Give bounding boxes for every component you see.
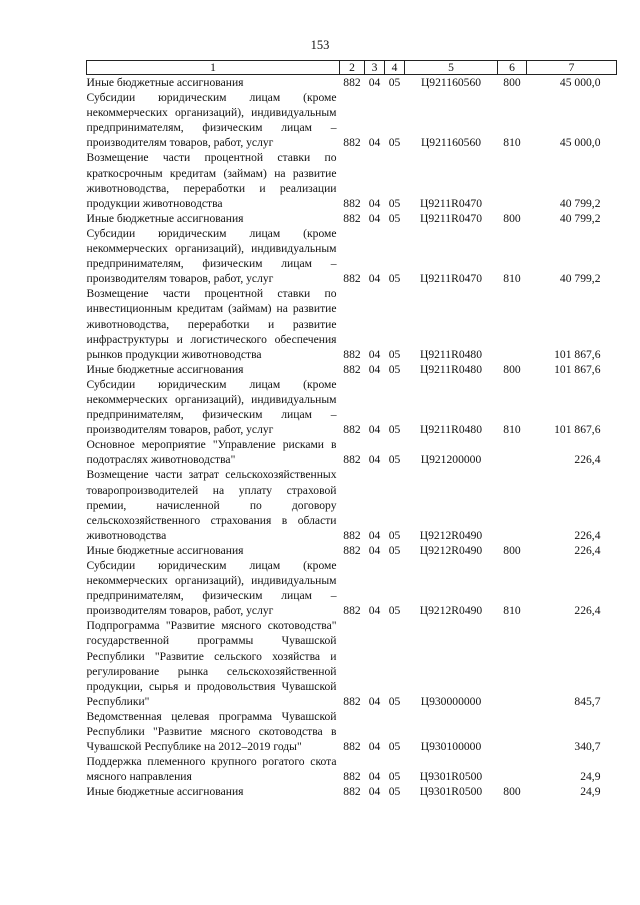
row-ministry-code: 882 bbox=[343, 740, 361, 754]
row-target-article: Ц9212R0490 bbox=[419, 604, 483, 618]
row-amount: 24,9 bbox=[580, 785, 601, 799]
table-row bbox=[87, 286, 617, 361]
row-name: Возмещение части процентной ставки по инвестиционным кредитам (займам) на развитие животноводства, переработки и развитие инфраструктуры и логистического обеспечения рынков продукции животноводства bbox=[86, 287, 337, 361]
row-target-article: Ц921160560 bbox=[420, 76, 482, 89]
row-amount: 24,9 bbox=[580, 770, 601, 784]
row-ministry-code: 882 bbox=[343, 770, 361, 784]
row-target-article: Ц930000000 bbox=[420, 694, 482, 708]
row-expense-type: 800 bbox=[503, 785, 521, 799]
row-expense-type bbox=[498, 467, 527, 542]
row-subsection-code: 05 bbox=[388, 423, 401, 437]
row-amount: 845,7 bbox=[574, 694, 601, 708]
row-amount: 101 867,6 bbox=[554, 423, 601, 437]
row-name: Субсидии юридическим лицам (кроме некоммерческих организаций), индивидуальным предпринимателям, физическим лицам – производителям товаров, работ, услуг bbox=[86, 559, 337, 618]
row-name: Субсидии юридическим лицам (кроме некоммерческих организаций), индивидуальным предпринимателям, физическим лицам – производителям товаров, работ, услуг bbox=[86, 91, 337, 150]
row-expense-type bbox=[498, 754, 527, 784]
row-amount: 40 799,2 bbox=[559, 211, 601, 225]
row-name: Иные бюджетные ассигнования bbox=[86, 76, 244, 89]
row-ministry-code: 882 bbox=[343, 76, 361, 89]
row-ministry-code: 882 bbox=[343, 272, 361, 286]
row-ministry-code: 882 bbox=[343, 785, 361, 799]
row-target-article: Ц9211R0470 bbox=[419, 196, 483, 210]
row-expense-type bbox=[498, 618, 527, 709]
row-ministry-code: 882 bbox=[343, 528, 361, 542]
table-row bbox=[87, 150, 617, 210]
row-subsection-code: 05 bbox=[388, 785, 401, 799]
header-col-6: 6 bbox=[498, 61, 527, 75]
row-subsection-code: 05 bbox=[388, 211, 401, 225]
row-section-code: 04 bbox=[368, 272, 381, 286]
row-ministry-code: 882 bbox=[343, 347, 361, 361]
row-name: Иные бюджетные ассигнования bbox=[86, 543, 244, 557]
row-section-code: 04 bbox=[368, 604, 381, 618]
row-section-code: 04 bbox=[368, 136, 381, 150]
row-expense-type bbox=[498, 150, 527, 210]
header-col-7: 7 bbox=[527, 61, 617, 75]
row-ministry-code: 882 bbox=[343, 543, 361, 557]
row-section-code: 04 bbox=[368, 694, 381, 708]
row-name: Основное мероприятие "Управление рисками в подотраслях животноводства" bbox=[86, 438, 337, 467]
row-ministry-code: 882 bbox=[343, 362, 361, 376]
row-section-code: 04 bbox=[368, 211, 381, 225]
row-target-article: Ц9211R0480 bbox=[419, 362, 483, 376]
table-row bbox=[87, 543, 617, 558]
table-row bbox=[87, 75, 617, 91]
row-subsection-code: 05 bbox=[388, 770, 401, 784]
row-name: Иные бюджетные ассигнования bbox=[86, 362, 244, 376]
row-ministry-code: 882 bbox=[343, 694, 361, 708]
row-section-code: 04 bbox=[368, 785, 381, 799]
row-expense-type bbox=[498, 286, 527, 361]
row-ministry-code: 882 bbox=[343, 423, 361, 437]
row-section-code: 04 bbox=[368, 453, 381, 467]
table-row bbox=[87, 362, 617, 377]
row-target-article: Ц9301R0500 bbox=[419, 785, 483, 799]
row-subsection-code: 05 bbox=[388, 604, 401, 618]
row-subsection-code: 05 bbox=[388, 740, 401, 754]
table-row bbox=[87, 437, 617, 467]
row-expense-type: 800 bbox=[503, 76, 521, 89]
row-amount: 45 000,0 bbox=[559, 136, 601, 150]
row-expense-type bbox=[498, 437, 527, 467]
row-expense-type bbox=[498, 709, 527, 754]
table-row bbox=[87, 709, 617, 754]
table-row bbox=[87, 754, 617, 784]
row-name: Возмещение части процентной ставки по краткосрочным кредитам (займам) на развитие животноводства, переработки и реализации продукции животноводства bbox=[86, 151, 337, 210]
row-subsection-code: 05 bbox=[388, 347, 401, 361]
row-ministry-code: 882 bbox=[343, 136, 361, 150]
row-ministry-code: 882 bbox=[343, 196, 361, 210]
table-row bbox=[87, 467, 617, 542]
header-col-2: 2 bbox=[340, 61, 365, 75]
table-body bbox=[87, 75, 617, 800]
row-name: Возмещение части затрат сельскохозяйственных товаропроизводителей на уплату страховой премии, начисленной по договору сельскохозяйственного страхования в области животноводства bbox=[86, 468, 337, 542]
page-number: 153 bbox=[310, 38, 330, 52]
row-subsection-code: 05 bbox=[388, 272, 401, 286]
row-amount: 101 867,6 bbox=[554, 362, 601, 376]
row-expense-type: 800 bbox=[503, 543, 521, 557]
row-amount: 226,4 bbox=[574, 453, 601, 467]
row-subsection-code: 05 bbox=[388, 76, 401, 89]
header-col-1: 1 bbox=[87, 61, 340, 75]
row-section-code: 04 bbox=[368, 423, 381, 437]
row-amount: 40 799,2 bbox=[559, 272, 601, 286]
row-expense-type: 800 bbox=[503, 362, 521, 376]
row-name: Субсидии юридическим лицам (кроме некоммерческих организаций), индивидуальным предпринимателям, физическим лицам – производителям товаров, работ, услуг bbox=[86, 226, 337, 286]
row-subsection-code: 05 bbox=[388, 528, 401, 542]
row-section-code: 04 bbox=[368, 528, 381, 542]
table-row bbox=[87, 211, 617, 226]
row-subsection-code: 05 bbox=[388, 543, 401, 557]
row-ministry-code: 882 bbox=[343, 604, 361, 618]
header-col-5: 5 bbox=[405, 61, 498, 75]
row-expense-type: 800 bbox=[503, 211, 521, 225]
row-expense-type: 810 bbox=[503, 423, 521, 437]
header-col-3: 3 bbox=[365, 61, 385, 75]
table-row bbox=[87, 226, 617, 286]
row-section-code: 04 bbox=[368, 362, 381, 376]
row-ministry-code: 882 bbox=[343, 453, 361, 467]
row-subsection-code: 05 bbox=[388, 362, 401, 376]
row-target-article: Ц930100000 bbox=[420, 740, 482, 754]
table-row bbox=[87, 618, 617, 709]
row-name: Ведомственная целевая программа Чувашской Республики "Развитие мясного скотоводства в Чувашской Республике на 2012–2019 годы" bbox=[86, 709, 337, 754]
row-section-code: 04 bbox=[368, 76, 381, 89]
row-subsection-code: 05 bbox=[388, 136, 401, 150]
row-amount: 226,4 bbox=[574, 543, 601, 557]
row-target-article: Ц9211R0480 bbox=[419, 347, 483, 361]
row-amount: 340,7 bbox=[574, 740, 601, 754]
row-target-article: Ц9211R0480 bbox=[419, 423, 483, 437]
row-name: Поддержка племенного крупного рогатого скота мясного направления bbox=[86, 755, 337, 784]
row-target-article: Ц9301R0500 bbox=[419, 770, 483, 784]
row-name: Подпрограмма "Развитие мясного скотоводства" государственной программы Чувашской Республики "Развитие сельского хозяйства и регулирование рынка сельскохозяйственной продукции, сырья и продовольствия Чувашской Республики" bbox=[86, 619, 337, 708]
row-expense-type: 810 bbox=[503, 136, 521, 150]
row-amount: 226,4 bbox=[574, 528, 601, 542]
row-expense-type: 810 bbox=[503, 604, 521, 618]
row-target-article: Ц9212R0490 bbox=[419, 543, 483, 557]
table-row bbox=[87, 784, 617, 799]
row-amount: 101 867,6 bbox=[554, 347, 601, 361]
table-row bbox=[87, 558, 617, 618]
row-name: Иные бюджетные ассигнования bbox=[86, 211, 244, 225]
row-target-article: Ц9212R0490 bbox=[419, 528, 483, 542]
row-target-article: Ц921160560 bbox=[420, 136, 482, 150]
row-subsection-code: 05 bbox=[388, 453, 401, 467]
row-target-article: Ц9211R0470 bbox=[419, 211, 483, 225]
row-amount: 45 000,0 bbox=[559, 76, 601, 89]
row-target-article: Ц9211R0470 bbox=[419, 272, 483, 286]
row-section-code: 04 bbox=[368, 196, 381, 210]
budget-table bbox=[86, 60, 617, 800]
row-section-code: 04 bbox=[368, 770, 381, 784]
row-expense-type: 810 bbox=[503, 272, 521, 286]
row-section-code: 04 bbox=[368, 347, 381, 361]
header-col-4: 4 bbox=[385, 61, 405, 75]
row-amount: 226,4 bbox=[574, 604, 601, 618]
row-amount: 40 799,2 bbox=[559, 196, 601, 210]
table-row bbox=[87, 90, 617, 150]
row-ministry-code: 882 bbox=[343, 211, 361, 225]
row-target-article: Ц921200000 bbox=[420, 453, 482, 467]
row-section-code: 04 bbox=[368, 740, 381, 754]
table-row bbox=[87, 377, 617, 437]
row-name: Субсидии юридическим лицам (кроме некоммерческих организаций), индивидуальным предпринимателям, физическим лицам – производителям товаров, работ, услуг bbox=[86, 377, 337, 437]
row-subsection-code: 05 bbox=[388, 196, 401, 210]
row-subsection-code: 05 bbox=[388, 694, 401, 708]
table-header-row bbox=[87, 61, 617, 75]
row-section-code: 04 bbox=[368, 543, 381, 557]
row-name: Иные бюджетные ассигнования bbox=[86, 785, 244, 799]
